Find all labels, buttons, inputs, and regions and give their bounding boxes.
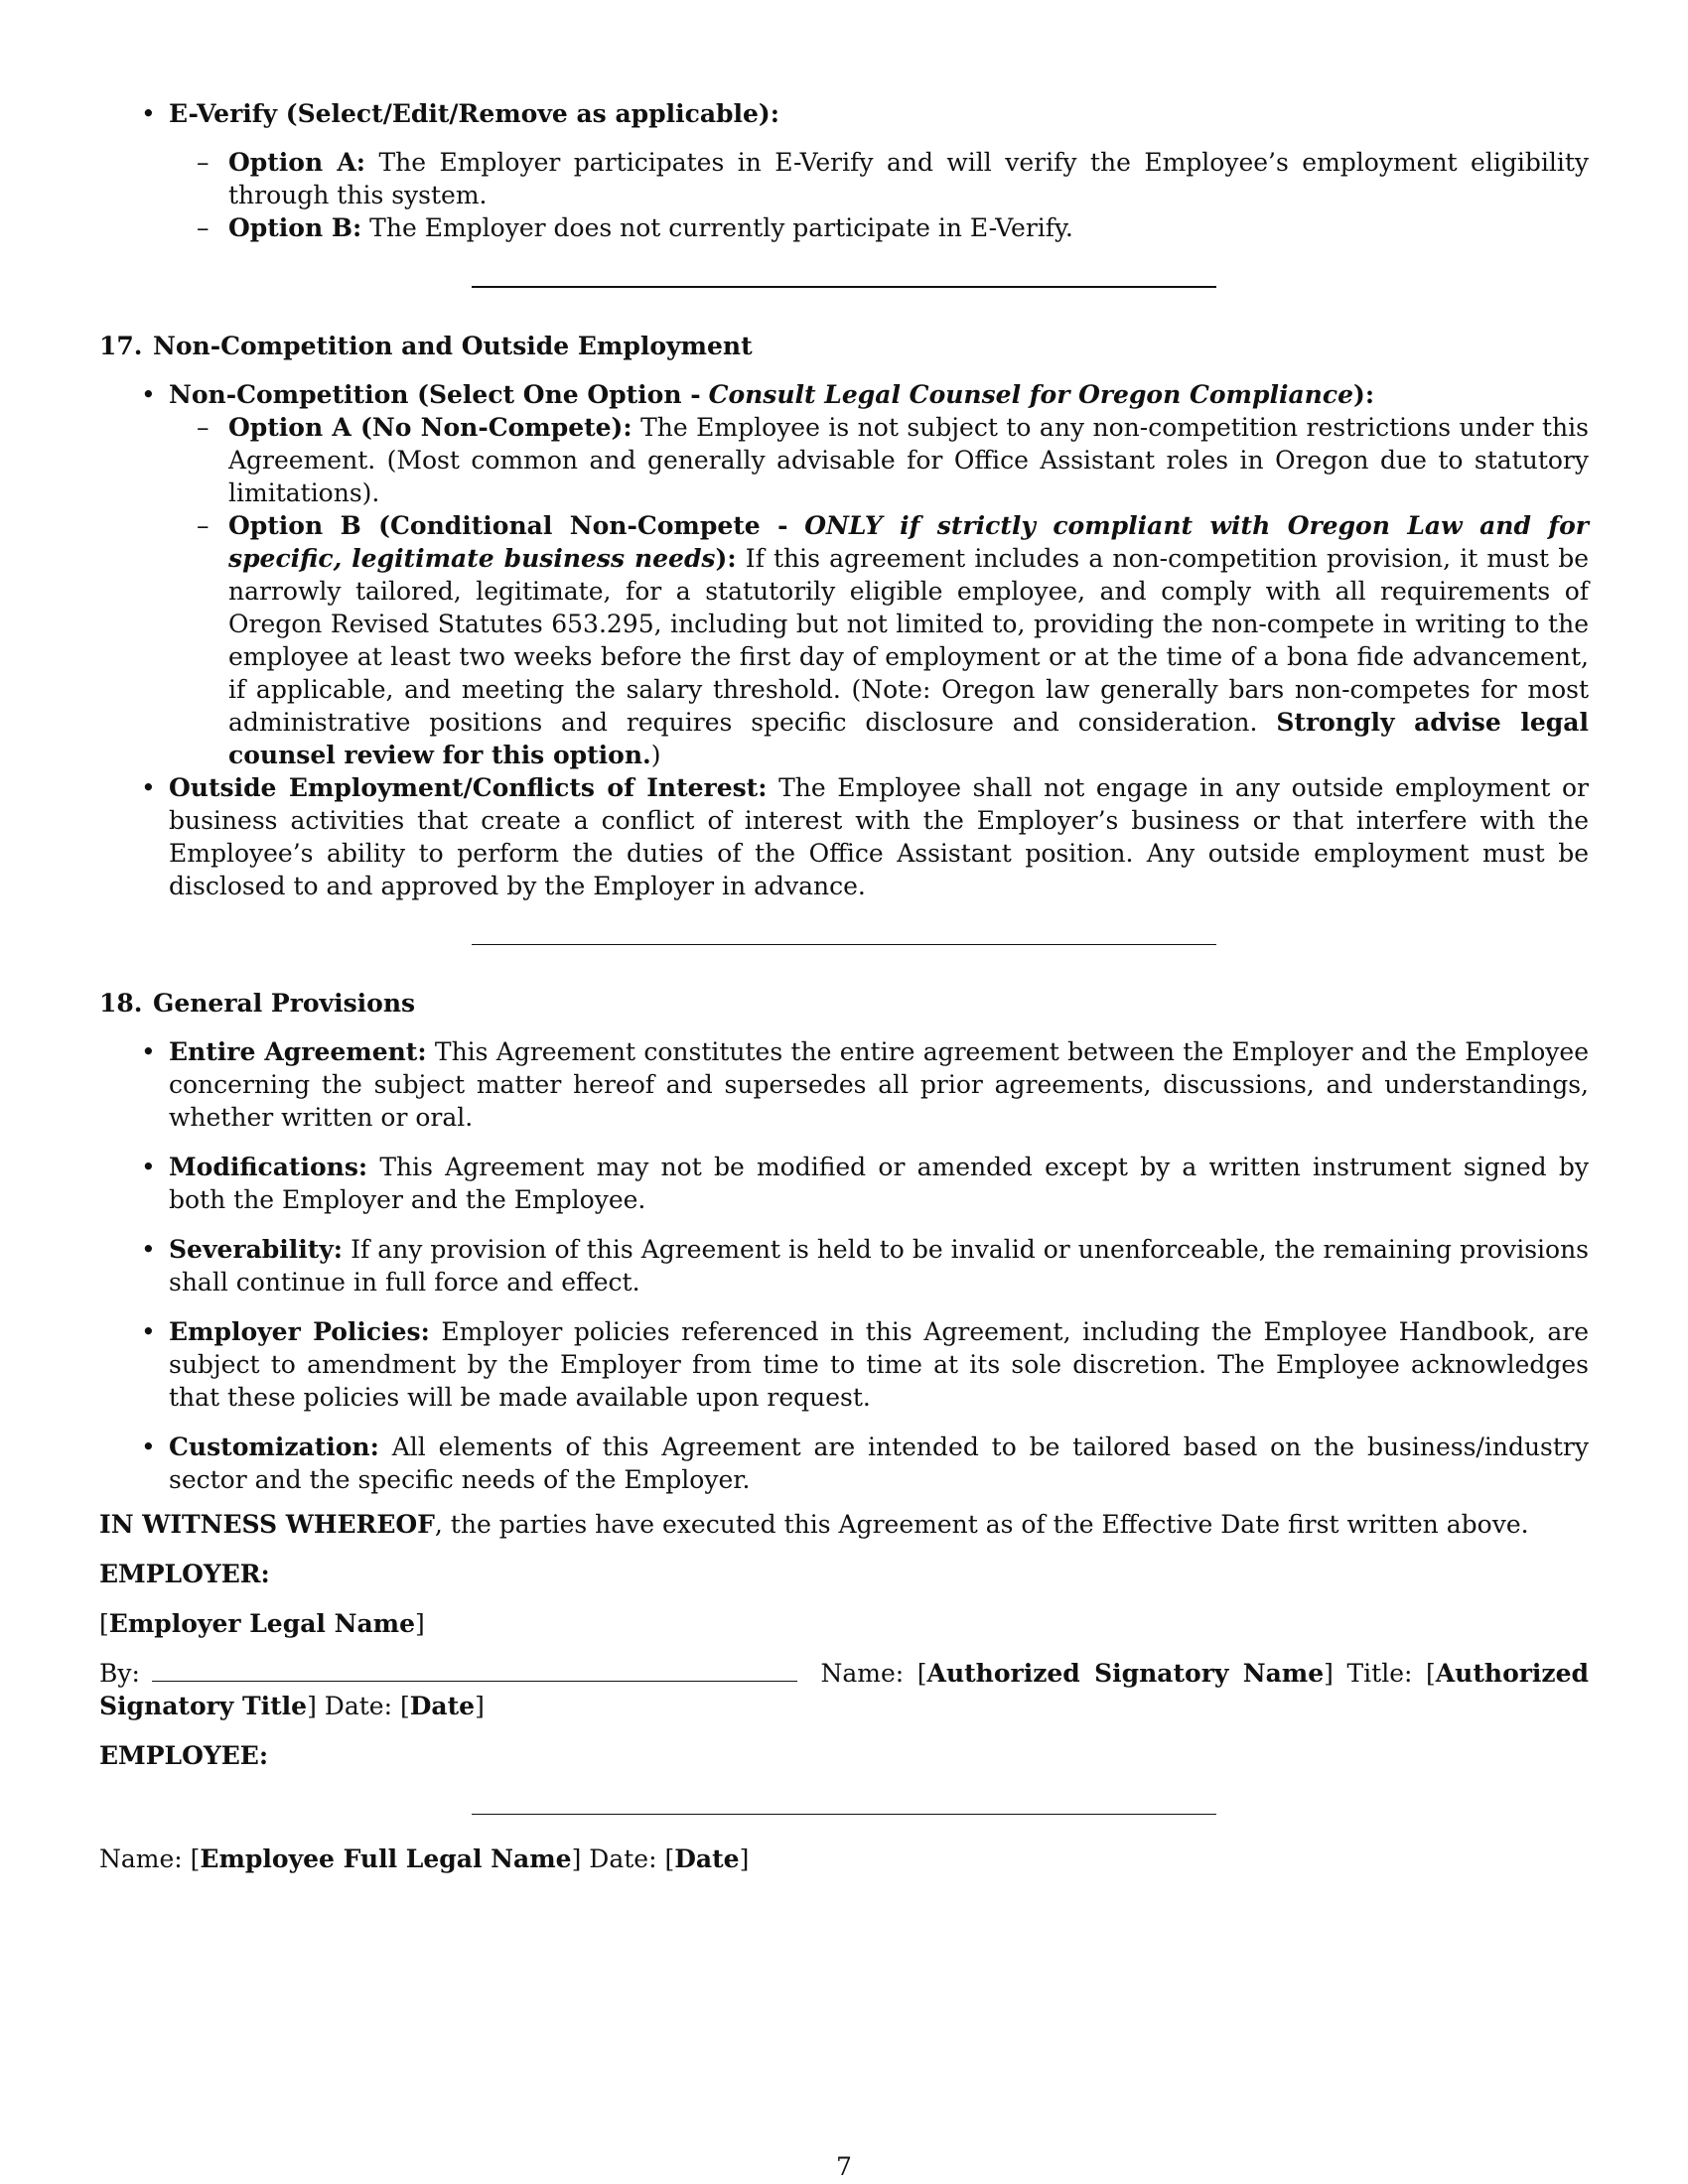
noncompete-option-a xyxy=(99,411,1589,509)
by-label: By: xyxy=(99,1659,140,1688)
option-text: The Employer participates in E-Verify and will verify the Employee’s employment eligibility through this system. xyxy=(228,148,1590,209)
provision-item xyxy=(99,1315,1589,1414)
witness-bold: IN WITNESS WHEREOF xyxy=(99,1510,435,1539)
provision-label: Customization: xyxy=(169,1433,379,1461)
date-label: Date: xyxy=(589,1844,657,1873)
everify-option-b xyxy=(99,211,1589,244)
witness-text: , the parties have executed this Agreement as of the Effective Date first written above. xyxy=(434,1510,1529,1539)
section-number: 18. xyxy=(99,989,143,1018)
date-label: Date: xyxy=(324,1692,393,1720)
option-close: ) xyxy=(650,741,661,769)
option-label-italic: ONLY if strictly compliant with Oregon Law and for specific, legitimate business needs xyxy=(228,511,1589,573)
provision-item xyxy=(99,1233,1589,1298)
provision-text: This Agreement may not be modified or amended except by a written instrument signed by both the Employer and the Employee. xyxy=(169,1153,1589,1214)
provision-item xyxy=(99,1431,1589,1496)
title-label: Title: xyxy=(1346,1659,1413,1688)
name-label: Name: xyxy=(820,1659,905,1688)
section-17-heading xyxy=(99,330,1589,362)
outside-employment-text: The Employee shall not engage in any outside employment or business activities that create a conflict of interest with the Employer’s business or that interfere with the Employee’s ability to perform the duties of the Office Assistant position. Any outside employment must be disclosed to and approved by the Employer in advance. xyxy=(169,773,1589,900)
section-number: 17. xyxy=(99,332,143,360)
employer-name-placeholder: Employer Legal Name xyxy=(108,1609,416,1638)
everify-item xyxy=(99,97,1589,130)
option-label: Option A: xyxy=(228,148,365,177)
outside-employment-label: Outside Employment/Conflicts of Interest: xyxy=(169,773,768,802)
section-title: General Provisions xyxy=(153,989,416,1018)
provision-text: Employer policies referenced in this Agreement, including the Employee Handbook, are subject to amendment by the Employer from time to time at its sole discretion. The Employee acknowledges that these policies will be made available upon request. xyxy=(169,1317,1589,1412)
provision-label: Employer Policies: xyxy=(169,1317,430,1346)
option-label: Option B: xyxy=(228,213,362,242)
everify-list xyxy=(99,97,1589,130)
everify-options xyxy=(99,146,1589,244)
witness-statement xyxy=(99,1508,1589,1541)
section-title: Non-Competition and Outside Employment xyxy=(153,332,753,360)
section-18-heading xyxy=(99,987,1589,1020)
option-text: If this agreement includes a non-competition provision, it must be narrowly tailored, legitimate, for a statutorily eligible employee, and comply with all requirements of Oregon Revised Statutes 653.295, including but not limited to, providing the non-compete in writing to the employee at least two weeks before the first day of employment or at the time of a bona fide advancement, if applicable, and meeting the salary threshold. (Note: Oregon law generally bars non-competes for most administrative positions and requires specific disclosure and consideration. xyxy=(228,544,1589,737)
provision-item xyxy=(99,1151,1589,1216)
provision-item xyxy=(99,1035,1589,1134)
date-placeholder: Date xyxy=(674,1844,740,1873)
noncompete-item xyxy=(99,378,1589,411)
employer-signature-line[interactable] xyxy=(152,1659,797,1682)
everify-heading: E-Verify (Select/Edit/Remove as applicable): xyxy=(169,99,779,128)
noncompete-heading: Non-Competition (Select One Option - xyxy=(169,380,701,409)
signatory-title-placeholder: Authorized Signatory Title xyxy=(99,1659,1589,1720)
employer-label: EMPLOYER: xyxy=(99,1560,270,1588)
provision-text: All elements of this Agreement are intended to be tailored based on the business/industry sector and the specific needs of the Employer. xyxy=(169,1433,1589,1494)
document-page xyxy=(99,97,1589,1875)
outside-employment-list xyxy=(99,771,1589,902)
section-divider xyxy=(472,944,1216,945)
section-divider xyxy=(472,286,1216,288)
section-17-list xyxy=(99,378,1589,411)
noncompete-option-b xyxy=(99,509,1589,771)
option-text: The Employee is not subject to any non-competition restrictions under this Agreement. (Most common and generally advisable for Office Assistant roles in Oregon due to statutory limitations). xyxy=(228,413,1589,507)
employer-legal-name: [Employer Legal Name] xyxy=(99,1609,425,1638)
option-text: The Employer does not currently participate in E-Verify. xyxy=(369,213,1073,242)
employee-heading xyxy=(99,1739,1589,1772)
employee-name-placeholder: Employee Full Legal Name xyxy=(200,1844,572,1873)
everify-option-a xyxy=(99,146,1589,211)
employee-name-line: Name: [Employee Full Legal Name] Date: [Date] xyxy=(99,1844,750,1873)
employee-signature-line[interactable] xyxy=(472,1814,1216,1815)
noncompete-heading-italic: Consult Legal Counsel for Oregon Compliance xyxy=(708,380,1353,409)
employer-signature-block: By: Name: [Authorized Signatory Name] Title: [Authorized Signatory Title] Date: [Date] xyxy=(99,1659,1589,1720)
page-number: 7 xyxy=(836,2152,852,2181)
provision-text: This Agreement constitutes the entire agreement between the Employer and the Employee concerning the subject matter hereof and supersedes all prior agreements, discussions, and understandings, whether written or oral. xyxy=(169,1037,1589,1132)
provision-text: If any provision of this Agreement is held to be invalid or unenforceable, the remaining provisions shall continue in full force and effect. xyxy=(169,1235,1590,1297)
general-provisions-list xyxy=(99,1035,1589,1496)
option-strong-note: Strongly advise legal counsel review for this option. xyxy=(228,708,1589,769)
provision-label: Modifications: xyxy=(169,1153,368,1181)
provision-label: Entire Agreement: xyxy=(169,1037,427,1066)
date-placeholder: Date xyxy=(409,1692,476,1720)
noncompete-heading-end: ): xyxy=(1352,380,1375,409)
option-label-end: ): xyxy=(715,544,737,573)
outside-employment-item xyxy=(99,771,1589,902)
name-label: Name: xyxy=(99,1844,183,1873)
employee-label: EMPLOYEE: xyxy=(99,1741,269,1770)
option-label: Option B (Conditional Non-Compete - xyxy=(228,511,788,540)
provision-label: Severability: xyxy=(169,1235,344,1264)
signatory-name-placeholder: Authorized Signatory Name xyxy=(926,1659,1325,1688)
option-label: Option A (No Non-Compete): xyxy=(228,413,633,442)
employer-heading xyxy=(99,1558,1589,1590)
noncompete-options xyxy=(99,411,1589,771)
